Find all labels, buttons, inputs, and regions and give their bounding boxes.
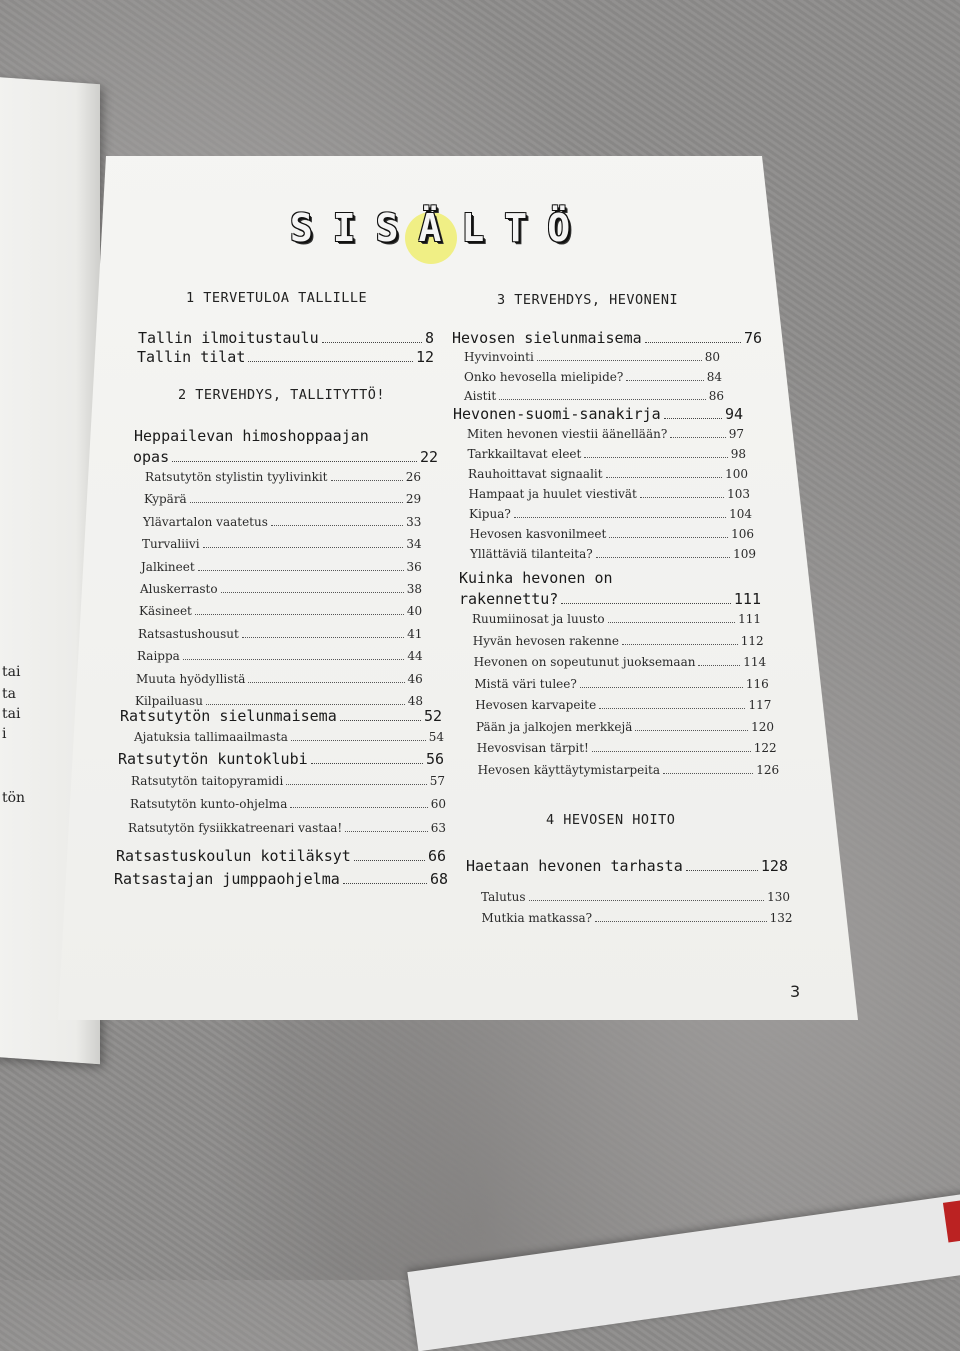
toc-entry-major: rakennettu? 111: [459, 590, 761, 608]
section-2-title: 2 TERVEHDYS, TALLITYTTÖ!: [178, 387, 386, 403]
toc-entry-minor: Käsineet 40: [139, 604, 423, 619]
toc-entry: Tallin ilmoitustaulu 8: [138, 329, 434, 347]
toc-entry-major: Ratsutytön kuntoklubi 56: [118, 750, 444, 768]
toc-entry-minor: Hevosen karvapeite 117: [475, 698, 772, 712]
toc-entry-minor: Ylävartalon vaatetus 33: [143, 514, 422, 529]
toc-entry-minor: Hyvinvointi 80: [464, 350, 720, 364]
left-page-fragment: tai: [2, 706, 21, 722]
toc-entry: Tallin tilat 12: [137, 348, 434, 366]
section-3-title: 3 TERVEHDYS, HEVONENI: [497, 292, 679, 308]
toc-entry-major: Hevonen-suomi-sanakirja 94: [453, 405, 743, 423]
toc-entry-major: Heppailevan himoshoppaajan: [134, 427, 369, 445]
toc-entry-major: Ratsutytön sielunmaisema 52: [120, 707, 442, 725]
toc-entry-minor: Pään ja jalkojen merkkejä 120: [476, 719, 774, 734]
toc-entry-minor: Jalkineet 36: [141, 559, 422, 574]
toc-entry-minor: Muuta hyödyllistä 46: [136, 671, 423, 686]
toc-entry-minor: Ajatuksia tallimaailmasta 54: [134, 730, 444, 744]
toc-entry-major: opas 22: [133, 448, 438, 466]
contents-heading-text: SISÄLTÖ: [289, 206, 591, 250]
section-1-title: 1 TERVETULOA TALLILLE: [186, 290, 368, 306]
toc-entry-minor: Rauhoittavat signaalit 100: [468, 467, 748, 481]
toc-entry-minor: Kilpailuasu 48: [135, 694, 423, 708]
toc-entry-minor: Aistit 86: [464, 389, 724, 403]
toc-entry-minor: Mutkia matkassa? 132: [481, 911, 793, 925]
contents-heading: [289, 198, 591, 258]
toc-entry-minor: Hevosen kasvonilmeet 106: [469, 527, 754, 541]
section-4-title: 4 HEVOSEN HOITO: [546, 812, 676, 828]
left-page-fragment: tön: [2, 790, 26, 806]
toc-entry-minor: Miten hevonen viestii äänellään? 97: [467, 427, 744, 441]
left-page-fragment: tai: [2, 664, 21, 680]
toc-entry-major: Ratsastajan jumppaohjelma 68: [114, 870, 448, 888]
toc-entry-major: Ratsastuskoulun kotiläksyt 66: [116, 847, 446, 865]
toc-entry-minor: Hampaat ja huulet viestivät 103: [468, 487, 750, 501]
toc-entry-minor: Aluskerrasto 38: [140, 582, 422, 596]
toc-entry-minor: Tarkkailtavat eleet 98: [467, 447, 746, 461]
toc-entry-minor: Hyvän hevosen rakenne 112: [472, 633, 764, 648]
toc-entry-minor: Mistä väri tulee? 116: [474, 676, 769, 691]
toc-entry-major: Haetaan hevonen tarhasta 128: [466, 857, 788, 875]
toc-entry-minor: Hevonen on sopeutunut juoksemaan 114: [473, 655, 767, 669]
page-number: 3: [790, 982, 801, 1001]
left-page-fragment: i: [2, 726, 7, 742]
toc-entry-minor: Ratsutytön taitopyramidi 57: [131, 774, 445, 788]
toc-entry-minor: Talutus 130: [481, 890, 790, 904]
toc-entry-minor: Hevosen käyttäytymistarpeita 126: [477, 762, 780, 777]
toc-entry-minor: Hevosvisan tärpit! 122: [476, 741, 777, 755]
left-page-fragment: ta: [2, 686, 16, 702]
toc-entry-minor: Raippa 44: [137, 649, 423, 664]
toc-entry-minor: Kypärä 29: [144, 492, 422, 507]
toc-entry-minor: Ratsutytön kunto-ohjelma 60: [130, 797, 446, 811]
toc-entry-minor: Ruumiinosat ja luusto 111: [472, 612, 761, 626]
toc-entry-major: Kuinka hevonen on: [459, 569, 613, 587]
toc-entry-minor: Turvaliivi 34: [142, 537, 422, 552]
toc-entry-minor: Ratsutytön fysiikkatreenari vastaa! 63: [128, 821, 446, 835]
toc-entry-minor: Onko hevosella mielipide? 84: [464, 369, 722, 384]
tablet-edge: [407, 1189, 960, 1351]
toc-entry-minor: Ratsutytön stylistin tyylivinkit 26: [145, 470, 421, 484]
toc-entry-major: Hevosen sielunmaisema 76: [452, 329, 762, 347]
toc-entry-minor: Ratsastushousut 41: [138, 626, 423, 641]
toc-entry-minor: Kipua? 104: [469, 507, 752, 521]
toc-entry-minor: Yllättäviä tilanteita? 109: [470, 547, 756, 561]
